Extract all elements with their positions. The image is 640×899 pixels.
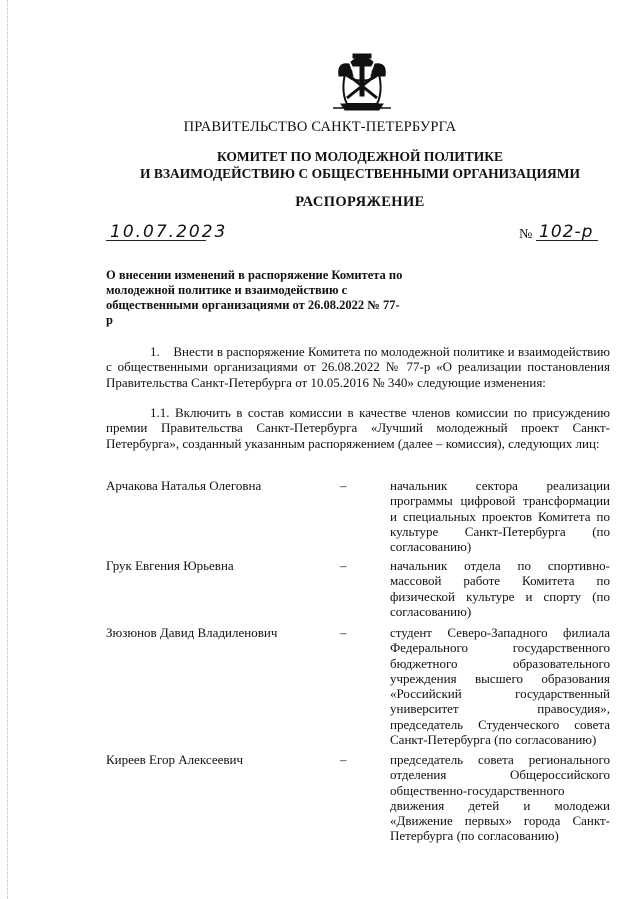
member-description: начальник отдела по спортивно-массовой работе Комитета по физической культуре и спорту (по согласованию) bbox=[390, 558, 610, 619]
member-name: Арчакова Наталья Олеговна bbox=[106, 478, 262, 493]
document-subject: О внесении изменений в распоряжение Комитета по молодежной политике и взаимодействию с общественными организациями от 26.08.2022 № 77-р bbox=[106, 268, 403, 327]
member-dash: – bbox=[340, 558, 347, 573]
member-name: Зюзюнов Давид Владиленович bbox=[106, 625, 278, 640]
saint-petersburg-coat-of-arms-icon bbox=[331, 52, 393, 114]
number-label: № bbox=[519, 227, 533, 242]
government-title: ПРАВИТЕЛЬСТВО САНКТ-ПЕТЕРБУРГА bbox=[183, 119, 457, 135]
committee-title bbox=[0, 148, 640, 182]
handwritten-number: 102-р bbox=[539, 222, 594, 242]
member-dash: – bbox=[340, 478, 347, 493]
member-dash: – bbox=[340, 752, 347, 767]
member-description: студент Северо-Западного филиала Федерального государственного бюджетного образовательного учреждения высшего образования «Российский государственный университет правосудия», председатель Студенческого совета Санкт-Петербурга (по согласованию) bbox=[390, 625, 610, 748]
member-dash: – bbox=[340, 625, 347, 640]
paragraph-1-1: 1.1. Включить в состав комиссии в качестве членов комиссии по присуждению премии Правительства Санкт-Петербурга «Лучший молодежный проект Санкт-Петербурга», созданный указанным распоряжением (далее – комиссия), следующих лиц: bbox=[106, 405, 610, 451]
document-type: РАСПОРЯЖЕНИЕ bbox=[295, 194, 425, 210]
committee-title-line-1: КОМИТЕТ ПО МОЛОДЕЖНОЙ ПОЛИТИКЕ bbox=[216, 149, 504, 164]
paragraph-1: 1. Внести в распоряжение Комитета по молодежной политике и взаимодействию с общественными организациями от 26.08.2022 № 77-р «О реализации постановления Правительства Санкт-Петербурга от 10.05.2016 № 340» следующие изменения: bbox=[106, 344, 610, 390]
committee-title-line-2: И ВЗАИМОДЕЙСТВИЮ С ОБЩЕСТВЕННЫМИ ОРГАНИЗАЦИЯМИ bbox=[140, 166, 580, 181]
member-description: председатель совета регионального отделения Общероссийского общественно-государственного движения детей и молодежи «Движение первых» города Санкт-Петербурга (по согласованию) bbox=[390, 752, 610, 844]
number-underline bbox=[536, 240, 598, 241]
date-underline bbox=[106, 240, 206, 241]
member-name: Киреев Егор Алексеевич bbox=[106, 752, 243, 767]
member-name: Грук Евгения Юрьевна bbox=[106, 558, 234, 573]
handwritten-date: 10.07.2023 bbox=[110, 222, 228, 242]
member-description: начальник сектора реализации программы цифровой трансформации и специальных проектов Комитета по культуре Санкт-Петербурга (по согласованию) bbox=[390, 478, 610, 555]
